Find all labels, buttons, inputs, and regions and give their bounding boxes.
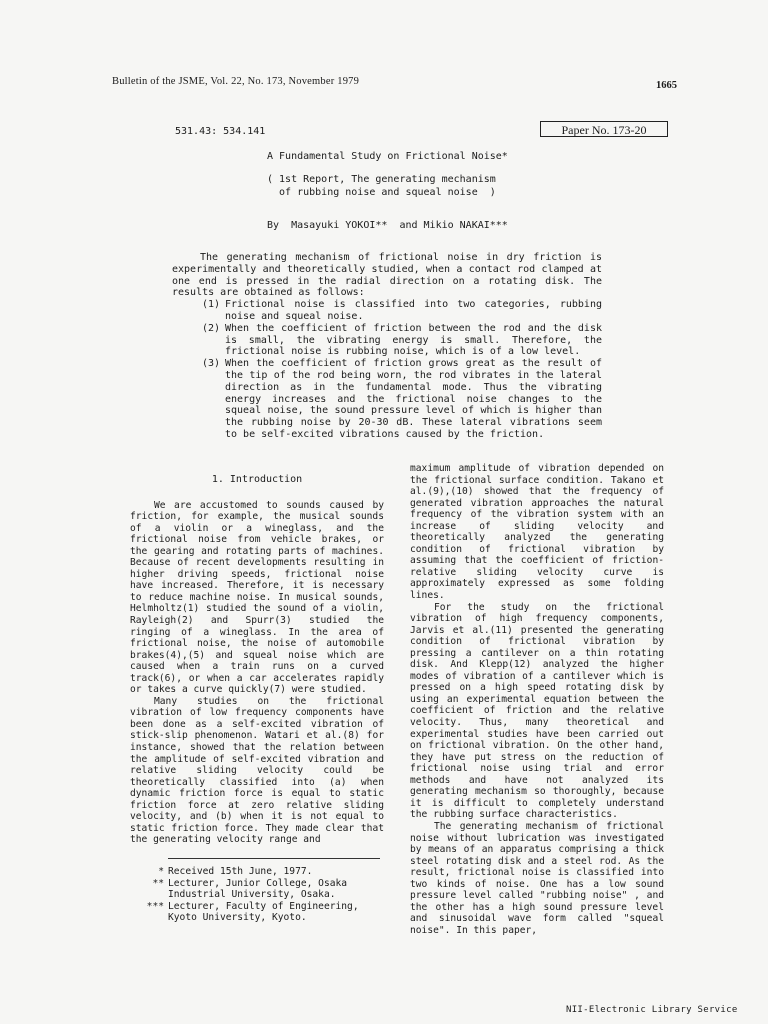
udc-code: 531.43: 534.141	[175, 126, 266, 137]
body-paragraph: The generating mechanism of frictional noise without lubrication was investigated by means of an apparatus comprising a thick steel rotating disk and a steel rod. As the result, frictional noise is classified into two kinds of noise. One has a low sound pressure level called "rubbing noise" , and the other has a high sound pressure level and sinusoidal wave form called "squeal noise". In this paper,	[410, 820, 664, 936]
footnote-mark: ***	[146, 900, 164, 912]
finding-item	[172, 323, 602, 358]
page-number: 1665	[656, 80, 677, 91]
footnote-mark: *	[158, 866, 164, 877]
paper-number-box: Paper No. 173-20	[540, 121, 668, 137]
footnote	[140, 866, 385, 878]
body-paragraph: We are accustomed to sounds caused by friction, for example, the musical sounds of a violin or a wineglass, and the frictional noise from vehicle brakes, or the gearing and rotating parts of machines. Because of recent developments resulting in higher driving speeds, frictional noise have increased. Therefore, it is necessary to reduce machine noise. In musical sounds, Helmholtz(1) studied the sound of a violin, Rayleigh(2) and Spurr(3) studied the ringing of a wineglass. In the area of frictional noise, the noise of automobile brakes(4),(5) and squeal noise which are caused when a train runs on a curved track(6), or when a car accelerates rapidly or takes a curve quickly(7) were studied.	[130, 499, 384, 696]
finding-number: (2)	[202, 322, 221, 334]
footnote-rule	[168, 858, 380, 859]
abstract	[172, 252, 602, 441]
footnote	[140, 878, 385, 901]
footnotes	[140, 866, 385, 924]
footnote-text: Lecturer, Junior College, Osaka Industrial University, Osaka.	[168, 877, 348, 901]
finding-number: (3)	[202, 358, 221, 370]
paper-title: A Fundamental Study on Frictional Noise*	[267, 151, 508, 162]
body-paragraph: For the study on the frictional vibration of high frequency components, Jarvis et al.(11) presented the generating condition of frictional vibration by pressing a cantilever on a thin rotating disk. And Klepp(12) analyzed the higher modes of vibration of a cantilever which is pressed on a high speed rotating disk by using an experimental equation between the coefficient of friction and the relative velocity. Thus, many theoretical and experimental studies have been carried out on frictional vibration. On the other hand, they have put stress on the reduction of frictional noise using trial and error methods and have not analyzed its generating mechanism so thoroughly, because it is difficult to completely understand the rubbing surface characteristics.	[410, 601, 664, 821]
authors: By Masayuki YOKOI** and Mikio NAKAI***	[267, 220, 508, 231]
finding-text: When the coefficient of friction grows great as the result of the tip of the rod being worn, the rod vibrates in the lateral direction as in the fundamental mode. Thus the vibrating energy increases and the frictional noise changes to the squeal noise, the sound pressure level of which is higher than the rubbing noise by 20-30 dB. These lateral vibrations seem to be self-excited vibrations caused by the friction.	[225, 358, 602, 440]
finding-text: When the coefficient of friction between the rod and the disk is small, the vibrating energy is small. Therefore, the frictional noise is rubbing noise, which is of a low level.	[225, 322, 602, 358]
left-column	[130, 474, 384, 846]
right-column	[410, 463, 664, 936]
finding-item	[172, 299, 602, 323]
footnote	[140, 901, 385, 924]
running-header: Bulletin of the JSME, Vol. 22, No. 173, November 1979	[112, 76, 360, 87]
abstract-findings	[172, 299, 602, 441]
body-paragraph: maximum amplitude of vibration depended on the frictional surface condition. Takano et al.(9),(10) showed that the frequency of generated vibration approaches the natural frequency of the vibration system with an increase of sliding velocity and theoretically analyzed the generating condition of frictional vibration by assuming that the coefficient of friction-relative sliding velocity curve is approximately expressed as some folding lines.	[410, 463, 664, 602]
body-paragraph: Many studies on the frictional vibration of low frequency components have been done as a self-excited vibration of stick-slip phenomenon. Watari et al.(8) for instance, showed that the relation between the amplitude of self-excited vibration and relative sliding velocity could be theoretically classified into (a) when dynamic friction force is equal to static friction force at zero relative sliding velocity, and (b) when it is not equal to static friction force. They made clear that the generating velocity range and	[130, 695, 384, 846]
subtitle-line-1: ( 1st Report, The generating mechanism	[267, 174, 496, 185]
finding-number: (1)	[202, 299, 221, 311]
finding-item	[172, 358, 602, 441]
abstract-intro: The generating mechanism of frictional noise in dry friction is experimentally and theoretically studied, when a contact rod clamped at one end is pressed in the radial direction on a rotating disk. The results are obtained as follows:	[172, 252, 602, 299]
footnote-text: Received 15th June, 1977.	[168, 866, 313, 877]
subtitle-line-2: of rubbing noise and squeal noise )	[267, 186, 496, 198]
source-footer: NII-Electronic Library Service	[566, 1005, 738, 1015]
section-heading: 1. Introduction	[211, 474, 303, 485]
paper-subtitle	[267, 174, 496, 199]
footnote-text: Lecturer, Faculty of Engineering, Kyoto University, Kyoto.	[168, 900, 359, 924]
finding-text: Frictional noise is classified into two categories, rubbing noise and squeal noise.	[225, 299, 602, 322]
footnote-mark: **	[152, 877, 164, 889]
